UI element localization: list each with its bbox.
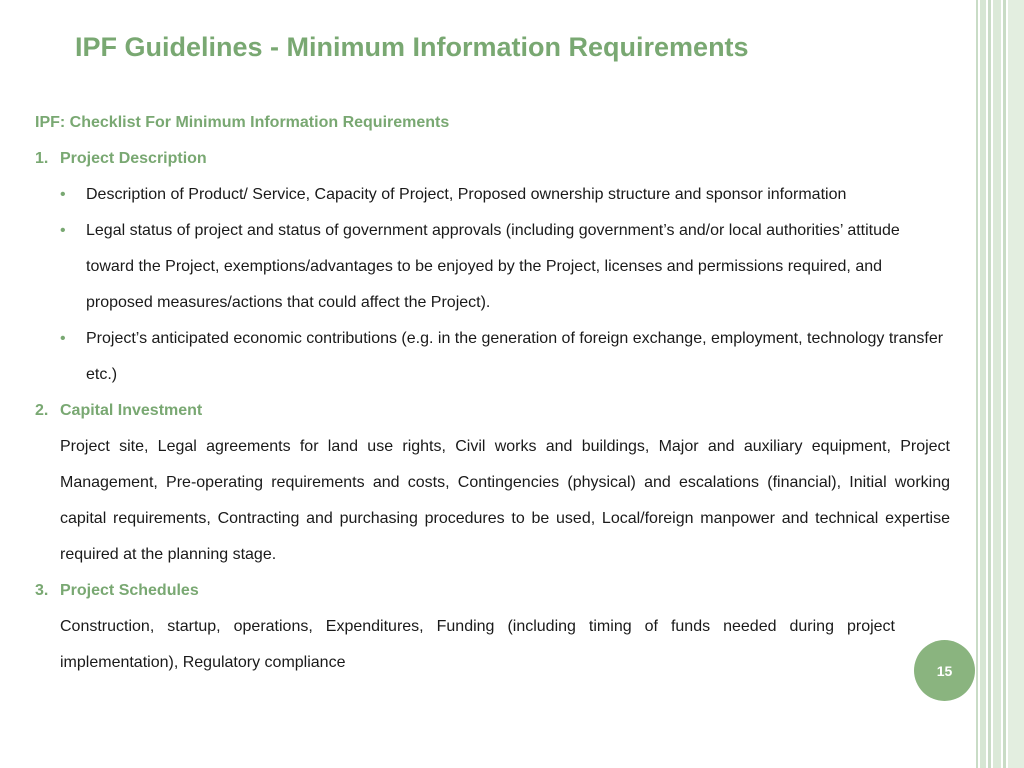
decorative-stripe	[988, 0, 991, 768]
section-heading-capital-investment	[35, 393, 950, 429]
section-title: Capital Investment	[60, 402, 203, 419]
bullet-icon: •	[60, 330, 66, 347]
page-number: 15	[936, 662, 953, 679]
page-number-badge	[914, 640, 975, 701]
bullet-icon: •	[60, 222, 66, 239]
slide-title: IPF Guidelines - Minimum Information Requirements	[75, 32, 749, 62]
slide-content	[35, 105, 950, 681]
section-title: Project Description	[60, 150, 207, 167]
section-heading-project-description	[35, 141, 950, 177]
bullet-item	[35, 213, 950, 321]
bullet-text: Project’s anticipated economic contributions (e.g. in the generation of foreign exchange, employment, technology transfer etc.)	[86, 330, 944, 383]
section-number: 3.	[35, 582, 49, 599]
section-number: 2.	[35, 402, 49, 419]
bullet-text: Description of Product/ Service, Capacity of Project, Proposed ownership structure and sponsor information	[86, 186, 847, 203]
decorative-stripe	[993, 0, 1001, 768]
section-number: 1.	[35, 150, 49, 167]
bullet-item	[35, 177, 950, 213]
section-paragraph: Construction, startup, operations, Expenditures, Funding (including timing of funds needed during project implementation), Regulatory compliance	[60, 618, 895, 671]
decorative-stripe	[1008, 0, 1024, 768]
bullet-icon: •	[60, 186, 66, 203]
decorative-stripe	[976, 0, 978, 768]
section-heading-project-schedules	[35, 573, 950, 609]
section-paragraph: Project site, Legal agreements for land use rights, Civil works and buildings, Major and auxiliary equipment, Project Management, Pre-operating requirements and costs, Contingencies (physical) and escalations (financial), Initial working capital requirements, Contracting and purchasing procedures to be used, Local/foreign manpower and technical expertise required at the planning stage.	[60, 438, 950, 563]
section-title: Project Schedules	[60, 582, 199, 599]
decorative-stripe	[1003, 0, 1006, 768]
bullet-list	[35, 177, 950, 393]
decorative-stripe	[980, 0, 986, 768]
bullet-text: Legal status of project and status of government approvals (including government’s and/or local authorities’ attitude toward the Project, exemptions/advantages to be enjoyed by the Project, licenses and permissions required, and proposed measures/actions that could affect the Project).	[86, 222, 900, 311]
bullet-item	[35, 321, 950, 393]
checklist-subtitle: IPF: Checklist For Minimum Information Requirements	[35, 114, 450, 131]
